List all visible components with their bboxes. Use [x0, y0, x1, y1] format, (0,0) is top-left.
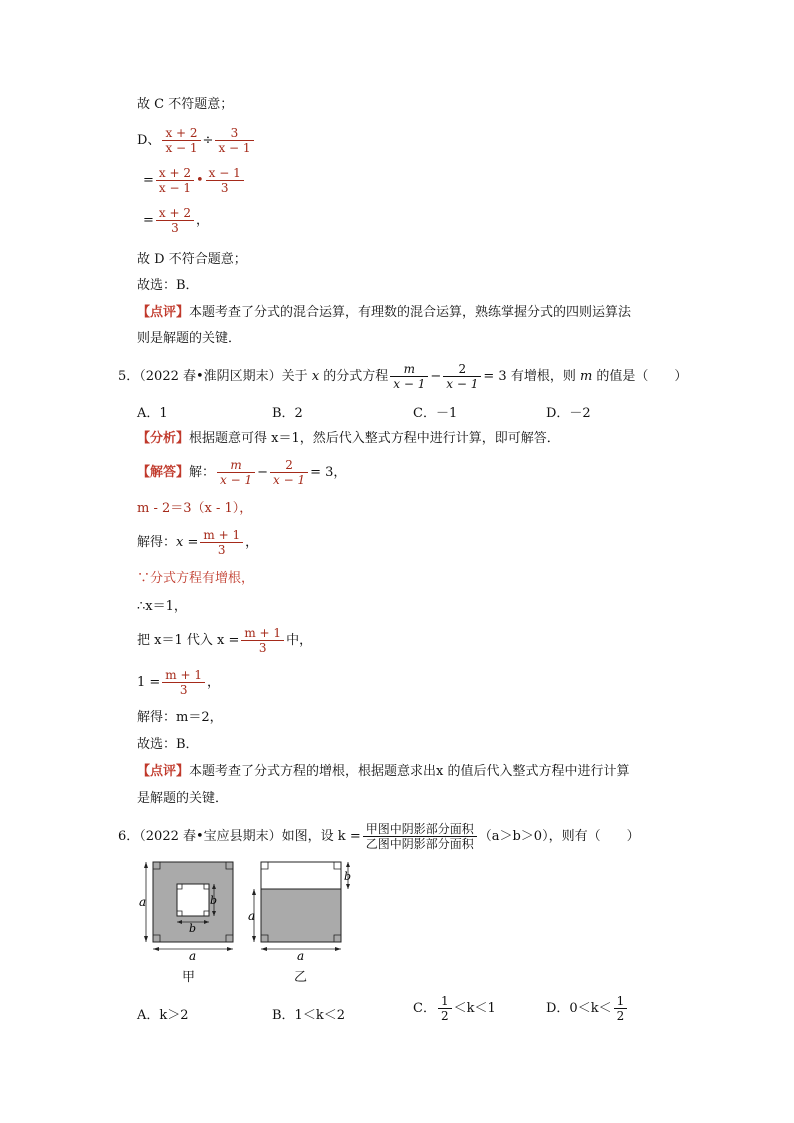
- q5-comment: [137, 763, 629, 781]
- fraction: $\frac{3}{x - 1}$: [215, 126, 253, 155]
- figure-yi-caption: 乙: [294, 970, 308, 985]
- stem-text: （a＞b＞0），则有（ ）: [478, 829, 640, 844]
- q4-not-d: 故 D 不符合题意；: [137, 252, 247, 267]
- option-tail: ＜k＜1: [453, 1001, 496, 1016]
- stem-text: 有增根，则: [510, 369, 580, 384]
- label-b-side: b: [210, 894, 218, 907]
- q4-comment: [137, 304, 631, 322]
- arrow-head: [153, 947, 159, 951]
- arrow-head: [335, 947, 341, 951]
- one-eq: 1 =: [137, 675, 161, 690]
- q5-line-m: m - 2＝3（x - 1），: [137, 501, 253, 516]
- arrow-head: [346, 884, 350, 889]
- option-letter: C．: [413, 1001, 436, 1016]
- label-a-side: a: [139, 895, 147, 909]
- q5-solve-m: 解得：m＝2，: [137, 710, 223, 725]
- comment-text: 本题考查了分式的混合运算，有理数的混合运算，熟练掌握分式的四则运算法: [189, 305, 632, 320]
- x-eq: x =: [176, 535, 199, 550]
- q4-step2: [143, 206, 209, 235]
- fraction: $\frac{m}{x - 1}$: [217, 458, 255, 487]
- question-source: （2022 春•淮阴区期末）: [139, 369, 282, 384]
- q5-option-d[interactable]: D．－2: [546, 406, 591, 421]
- q4-answer: 故选：B．: [137, 278, 199, 293]
- q5-solution: [137, 458, 346, 487]
- q5-because: ∵分式方程有增根，: [137, 571, 255, 586]
- arrow-head: [252, 889, 256, 895]
- fraction: $\frac{m + 1}{3}$: [200, 528, 243, 557]
- comma: ，: [196, 213, 210, 228]
- stem-text: 的分式方程: [319, 369, 389, 384]
- q5-option-a[interactable]: A．1: [137, 406, 168, 421]
- comment-text: 本题考查了分式方程的增根，根据题意求出x 的值后代入整式方程中进行计算: [189, 764, 630, 779]
- fraction-half: $\frac{1}{2}$: [614, 994, 628, 1023]
- q6-option-b[interactable]: B．1＜k＜2: [272, 1008, 345, 1023]
- sub-text: 把 x＝1 代入 x =: [137, 633, 240, 648]
- rhs: = 3，: [310, 465, 347, 480]
- equals: =: [143, 173, 154, 188]
- fraction-half: $\frac{1}{2}$: [438, 994, 452, 1023]
- fraction: $\frac{2}{x - 1}$: [443, 362, 481, 391]
- fraction: $\frac{m}{x - 1}$: [390, 362, 428, 391]
- q4-not-c: 故 C 不符题意；: [137, 97, 234, 112]
- shaded-rect: [261, 889, 341, 942]
- q5-one-eq: [137, 668, 220, 697]
- question-number: 5．: [118, 369, 140, 384]
- label-a-bottom: a: [297, 949, 305, 962]
- q4-comment-cont: 则是解题的关键．: [137, 331, 242, 346]
- stem-text: 关于: [281, 369, 312, 384]
- sub-text: 中，: [286, 633, 313, 648]
- solve-lead: 解得：: [137, 535, 177, 550]
- q5-answer: 故选：B．: [137, 737, 199, 752]
- q4-d-expression: [137, 126, 256, 155]
- stem-text: 如图，设 k =: [281, 829, 361, 844]
- rhs: = 3: [483, 369, 507, 384]
- figure-jia: [137, 858, 245, 962]
- q5-option-c[interactable]: C．－1: [413, 406, 458, 421]
- fraction: $\frac{x + 2}{3}$: [156, 206, 194, 235]
- q5-solve-x: [137, 528, 258, 557]
- operator: −: [430, 369, 442, 384]
- solution-lead: 解：: [189, 465, 216, 480]
- q5-comment-cont: 是解题的关键．: [137, 791, 229, 806]
- arrow-head: [252, 936, 256, 942]
- figure-yi: [248, 858, 358, 962]
- operator: −: [257, 465, 269, 480]
- q4-d-label: D、: [137, 133, 161, 148]
- label-a-side: a: [248, 909, 256, 923]
- question-source: （2022 春•宝应县期末）: [139, 829, 282, 844]
- var-m: m: [579, 369, 593, 384]
- analysis-text: 根据题意可得 x＝1，然后代入整式方程中进行计算，即可解答．: [189, 431, 560, 446]
- q6-stem: [118, 822, 640, 851]
- stem-text: 的值是（ ）: [592, 369, 688, 384]
- arrow-head: [227, 947, 233, 951]
- arrow-head: [346, 862, 350, 867]
- comment-tag: 【点评】: [137, 305, 190, 320]
- equals: =: [143, 213, 154, 228]
- fraction: $\frac{x + 2}{x - 1}$: [156, 166, 194, 195]
- figure-jia-caption: 甲: [182, 970, 196, 985]
- q6-option-d[interactable]: [546, 994, 629, 1023]
- analysis-tag: 【分析】: [137, 431, 190, 446]
- q4-step1: [143, 166, 246, 195]
- label-b-bottom: b: [189, 922, 197, 935]
- q5-option-b[interactable]: B．2: [272, 406, 303, 421]
- var-x: x: [311, 369, 320, 384]
- comment-tag: 【点评】: [137, 764, 190, 779]
- label-a-bottom: a: [189, 949, 197, 962]
- solution-tag: 【解答】: [137, 465, 190, 480]
- comma: ，: [207, 675, 221, 690]
- q5-stem: [118, 362, 687, 391]
- comma: ，: [245, 535, 259, 550]
- fraction: $\frac{x + 2}{x - 1}$: [162, 126, 200, 155]
- q5-substitute: [137, 626, 312, 655]
- label-b-side: b: [344, 870, 352, 883]
- question-number: 6．: [118, 829, 140, 844]
- arrow-head: [144, 862, 148, 868]
- q6-option-c[interactable]: [413, 994, 496, 1023]
- fraction: $\frac{2}{x - 1}$: [270, 458, 308, 487]
- fraction: $\frac{x - 1}{3}$: [206, 166, 244, 195]
- q5-therefore: ∴x＝1，: [137, 599, 187, 614]
- arrow-head: [261, 947, 267, 951]
- fraction: $\frac{\text{甲图中阴影部分面积}}{\text{乙图中阴影部分面积}}$: [363, 822, 477, 851]
- operator: ÷: [202, 133, 214, 148]
- arrow-head: [144, 936, 148, 942]
- fraction: $\frac{m + 1}{3}$: [241, 626, 284, 655]
- q5-analysis: [137, 430, 560, 448]
- q6-option-a[interactable]: A．k＞2: [137, 1008, 189, 1023]
- fraction: $\frac{m + 1}{3}$: [162, 668, 205, 697]
- operator: •: [196, 173, 204, 188]
- option-letter: D．0＜k＜: [546, 1001, 612, 1016]
